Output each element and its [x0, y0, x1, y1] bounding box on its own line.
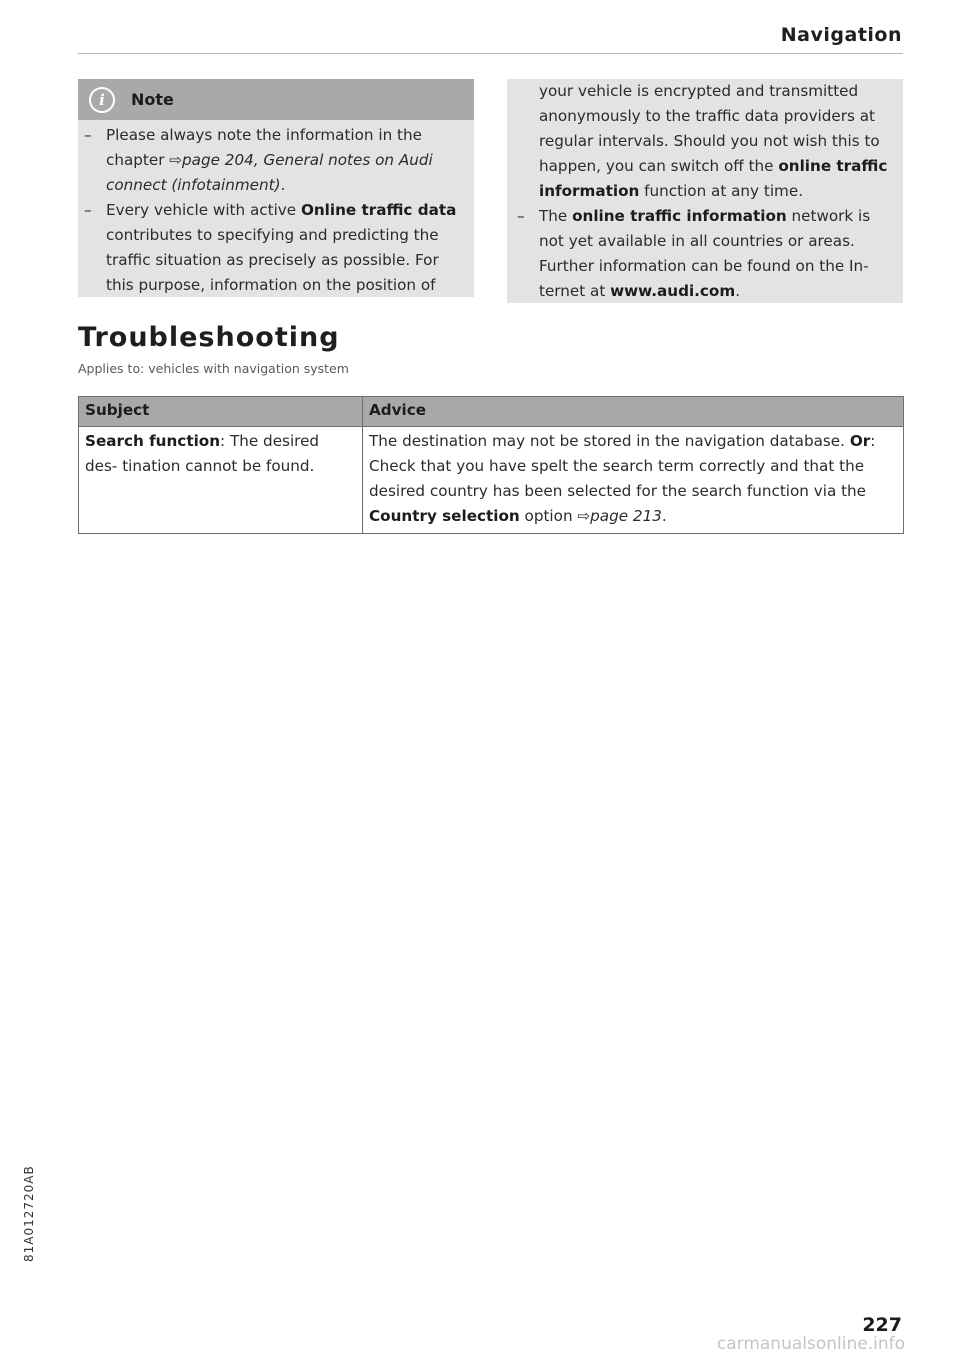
info-icon: i: [89, 87, 115, 113]
advice-cell: The destination may not be stored in the navigation database. Or: Check that you have spelt the search term correctly and that the desired country has been selected for the search function via the Country selection option ⇨page 213.: [363, 427, 904, 534]
applies-to-text: Applies to: vehicles with navigation system: [78, 361, 349, 376]
website-link[interactable]: www.audi.com: [610, 282, 736, 300]
section-title: Troubleshooting: [78, 322, 340, 353]
note-continuation: your vehicle is encrypted and transmitted anonymously to the traffic data providers at regular intervals. Should you not wish this to happen, you can switch off the online traffic information function at any time.: [539, 82, 888, 200]
note-bullet: – The online traffic information network is not yet available in all countries or areas. Further information can be found on the In- ternet at www.audi.com.: [517, 207, 871, 300]
note-box: [78, 79, 474, 297]
column-header-subject: Subject: [79, 397, 363, 427]
note-bullet: – Please always note the information in the chapter ⇨page 204, General notes on Audi connect (infotainment).: [84, 126, 433, 194]
note-body-left: [78, 120, 474, 298]
header-divider: [78, 53, 903, 54]
note-title: Note: [131, 90, 174, 109]
note-box-continued: [507, 79, 903, 303]
table-header-row: [79, 397, 904, 427]
arrow-icon: ⇨: [169, 151, 183, 169]
note-bullet: – Every vehicle with active Online traffic data contributes to specifying and predicting the traffic situation as precisely as possible. For this purpose, information on the position of: [84, 201, 457, 294]
page-reference-link[interactable]: page 204, General notes on Audi connect (infotainment): [106, 151, 433, 194]
subject-cell: Search function: The desired des- tination cannot be found.: [79, 427, 363, 534]
running-header: Navigation: [780, 24, 902, 46]
table-row: [79, 427, 904, 534]
watermark: carmanualsonline.info: [716, 1334, 905, 1354]
note-header: [78, 79, 474, 120]
page-reference-link[interactable]: page 213: [590, 507, 662, 525]
troubleshooting-table: [78, 396, 904, 534]
note-body-right: [507, 79, 903, 304]
column-header-advice: Advice: [363, 397, 904, 427]
page-number: 227: [862, 1314, 902, 1336]
arrow-icon: ⇨: [577, 507, 591, 525]
document-code: 81A012720AB: [22, 1165, 36, 1262]
